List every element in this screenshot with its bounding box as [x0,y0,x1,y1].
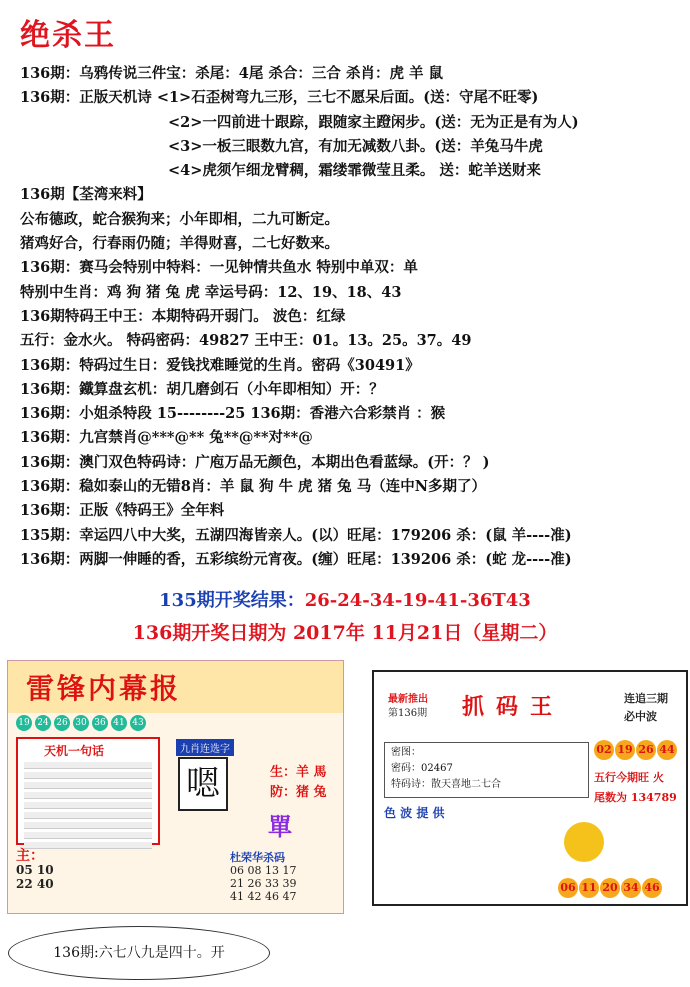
text-line: 136期：正版《特码王》全年料 [20,502,225,520]
left-panel-balls [16,715,149,731]
kill-row-2: 21 26 33 39 [230,877,297,890]
kill-row-1: 06 08 13 17 [230,864,297,877]
number-ball: 11 [579,878,599,898]
top-number-balls [594,738,678,760]
consecutive-label: 连追三期 [624,692,668,705]
text-line: 特别中生肖：鸡 狗 猪 兔 虎 幸运号码：12、19、18、43 [20,283,402,301]
text-line: 公布德政，蛇合猴狗来；小年即相，二九可断定。 [20,210,339,228]
page-title: 绝杀王 [20,18,116,53]
tianji-box-title: 天机一句话 [44,744,105,758]
text-line: 136期：赛马会特别中特料：一见钟情共鱼水 特别中单双：单 [20,259,418,277]
new-tag: 最新推出 [388,694,428,705]
kill-row-3: 41 42 46 47 [230,890,297,903]
right-panel [372,670,688,906]
speech-bubble: 136期:六七八九是四十。开 [8,926,270,980]
text-line: 135期：幸运四八中大奖，五湖四海皆亲人。(以）旺尾：179206 杀：(鼠 羊----准) [20,526,572,544]
text-line: 猪鸡好合，行春雨仍随；羊得财喜，二七好数来。 [20,235,339,253]
left-panel-mid [170,737,340,841]
must-win-label: 必中波 [624,710,657,723]
tianji-box [16,737,160,845]
number-ball: 30 [73,715,89,731]
bot-num-1: 05 10 [16,863,54,877]
sheng-fang [270,763,327,803]
weishu-text: 尾数为 134789 [594,791,677,804]
kill-table-title: 杜荣华杀码 [230,851,285,864]
text-lines [20,62,680,572]
number-ball: 43 [130,715,146,731]
zhu-label: 主： [16,848,44,864]
text-line: 136期：特码过生日：爱钱找难睡觉的生肖。密码《30491》 [20,356,420,374]
issue-label: 第136期 [388,708,428,719]
sheng-text: 生：羊 馬 [270,765,327,780]
right-panel-header [374,672,686,732]
mid-label: 九肖连选字 [176,739,234,756]
mima-box [384,742,589,798]
mima-image-label: 密图： [391,747,421,758]
left-panel-header [8,661,343,713]
text-line: <3>一板三眼数九宫，有加无减数八卦。(送：羊兔马牛虎 [168,137,543,155]
right-header-notes [624,690,668,726]
bot-num-2: 22 40 [16,877,54,891]
mima-poem: 特码诗：散天喜地二七合 [391,779,501,790]
kill-table [230,851,296,903]
sebo-label: 色 波 提 供 [384,806,445,820]
number-ball: 20 [600,878,620,898]
number-ball: 41 [111,715,127,731]
text-line: 136期：澳门双色特码诗：广庖万品无颜色，本期出色看蓝绿。(开：？ ) [20,453,490,471]
bottom-number-balls [558,876,663,898]
number-ball: 26 [636,740,656,760]
number-ball: 02 [594,740,614,760]
number-ball: 34 [621,878,641,898]
text-line: 136期：九宫禁肖@***@** 兔**@**对**@ [20,429,313,447]
draw-result-numbers: 26-24-34-19-41-36T43 [304,590,531,611]
number-ball: 46 [642,878,662,898]
left-bottom [16,849,54,891]
wuxing-info [594,768,677,808]
wuxing-text: 五行今期旺 火 [594,771,664,784]
next-draw-date: 136期开奖日期为 2017年 11月21日（星期二） [132,622,558,644]
number-ball: 24 [35,715,51,731]
text-line: <4>虎须乍细龙臂稠，霜缕霏微莹且柔。 送：蛇羊送财来 [168,162,541,180]
text-line: 136期：小姐杀特段 15--------25 136期：香港六合彩禁肖 ：猴 [20,405,446,423]
big-char: 嗯 [178,757,228,811]
text-line: <2>一四前进十跟踪，跟随家主蹬闲步。(送：无为正是有为人) [168,113,579,131]
text-line: 136期：两脚一伸睡的香，五彩缤纷元宵夜。(缠）旺尾：139206 杀：(蛇 龙----准) [20,550,572,568]
sun-icon [564,822,604,862]
dan-char: 單 [268,812,292,841]
mima-code: 密码：02467 [391,763,453,774]
text-line: 136期：稳如泰山的无错8肖：羊 鼠 狗 牛 虎 猪 兔 马（连中N多期了） [20,478,486,496]
text-line: 五行：金水火。 特码密码：49827 王中王：01。13。25。37。49 [20,332,472,350]
draw-result [0,586,690,612]
text-line: 136期特码王中王：本期特码开弱门。 波色：红绿 [20,307,346,325]
text-line: 136期：正版天机诗 <1>石歪树弯九三形，三七不愿呆后面。(送：守尾不旺零) [20,89,539,107]
draw-result-label: 135期开奖结果： [159,590,305,611]
number-ball: 06 [558,878,578,898]
number-ball: 19 [16,715,32,731]
text-line: 136期：鐵算盘玄机：胡几磨剑石（小年即相知）开：？ [20,380,384,398]
text-line: 136期【荃湾来料】 [20,186,152,204]
left-panel [7,660,344,914]
number-ball: 44 [657,740,677,760]
text-line: 136期：乌鸦传说三件宝：杀尾：4尾 杀合：三合 杀肖：虎 羊 鼠 [20,65,444,82]
right-panel-name: 抓码王 [462,695,565,720]
number-ball: 19 [615,740,635,760]
number-ball: 36 [92,715,108,731]
number-ball: 26 [54,715,70,731]
left-panel-name: 雷锋内幕报 [26,672,182,705]
fang-text: 防：猪 兔 [270,785,327,800]
